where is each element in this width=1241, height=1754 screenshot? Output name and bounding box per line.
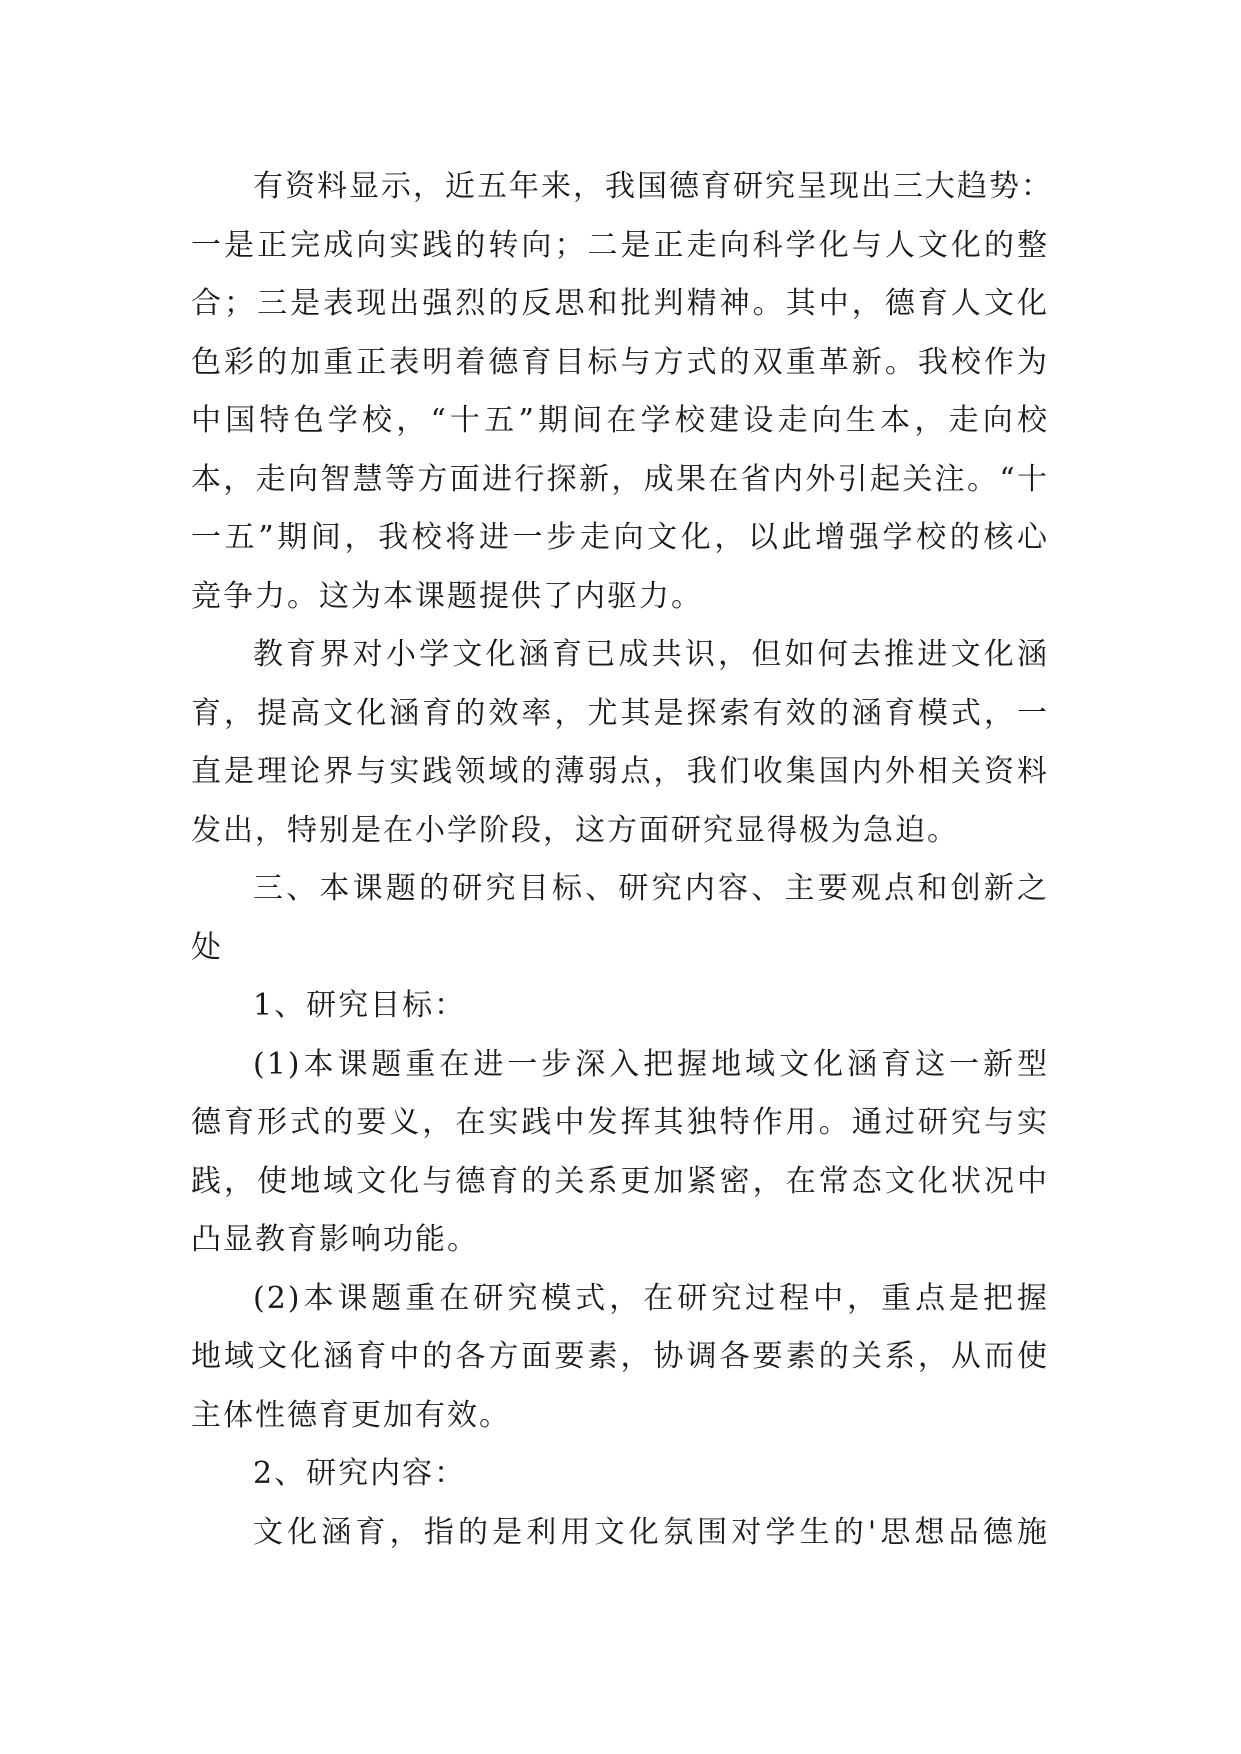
- text-line: 中国特色学校，“十五”期间在学校建设走向生本，走向校: [191, 403, 1049, 438]
- text-line: 育，提高文化涵育的效率，尤其是探索有效的涵育模式，一: [191, 695, 1049, 731]
- text-line: 三、本课题的研究目标、研究内容、主要观点和创新之: [253, 871, 1049, 906]
- text-line: 1、研究目标：: [253, 988, 467, 1023]
- text-line: 凸显教育影响功能。: [191, 1222, 479, 1257]
- text-line: 竞争力。这为本课题提供了内驱力。: [191, 578, 703, 614]
- text-line: 文化涵育，指的是利用文化氛围对学生的'思想品德施: [253, 1514, 1049, 1550]
- text-line: 处: [191, 929, 223, 965]
- text-line: 地域文化涵育中的各方面要素，协调各要素的关系，从而使: [191, 1339, 1049, 1374]
- text-line: 发出，特别是在小学阶段，这方面研究显得极为急迫。: [191, 812, 959, 848]
- document-body: [191, 158, 1053, 1562]
- text-line: (2)本课题重在研究模式，在研究过程中，重点是把握: [253, 1280, 1049, 1316]
- text-line: 一五”期间，我校将进一步走向文化，以此增强学校的核心: [191, 520, 1049, 555]
- text-line: 色彩的加重正表明着德育目标与方式的双重革新。我校作为: [191, 344, 1049, 380]
- text-line: 践，使地域文化与德育的关系更加紧密，在常态文化状况中: [191, 1163, 1049, 1199]
- text-line: 一是正完成向实践的转向；二是正走向科学化与人文化的整: [191, 227, 1049, 263]
- text-line: 合；三是表现出强烈的反思和批判精神。其中，德育人文化: [191, 286, 1049, 321]
- text-line: 教育界对小学文化涵育已成共识，但如何去推进文化涵: [253, 637, 1049, 672]
- text-line: 2、研究内容：: [253, 1456, 467, 1491]
- text-line: 有资料显示，近五年来，我国德育研究呈现出三大趋势：: [253, 169, 1053, 204]
- text-line: 本，走向智慧等方面进行探新，成果在省内外引起关注。“十: [191, 461, 1049, 497]
- text-line: (1)本课题重在进一步深入把握地域文化涵育这一新型: [253, 1046, 1049, 1082]
- text-line: 德育形式的要义，在实践中发挥其独特作用。通过研究与实: [191, 1105, 1049, 1140]
- text-line: 主体性德育更加有效。: [191, 1397, 511, 1433]
- text-line: 直是理论界与实践领域的薄弱点，我们收集国内外相关资料: [191, 754, 1049, 789]
